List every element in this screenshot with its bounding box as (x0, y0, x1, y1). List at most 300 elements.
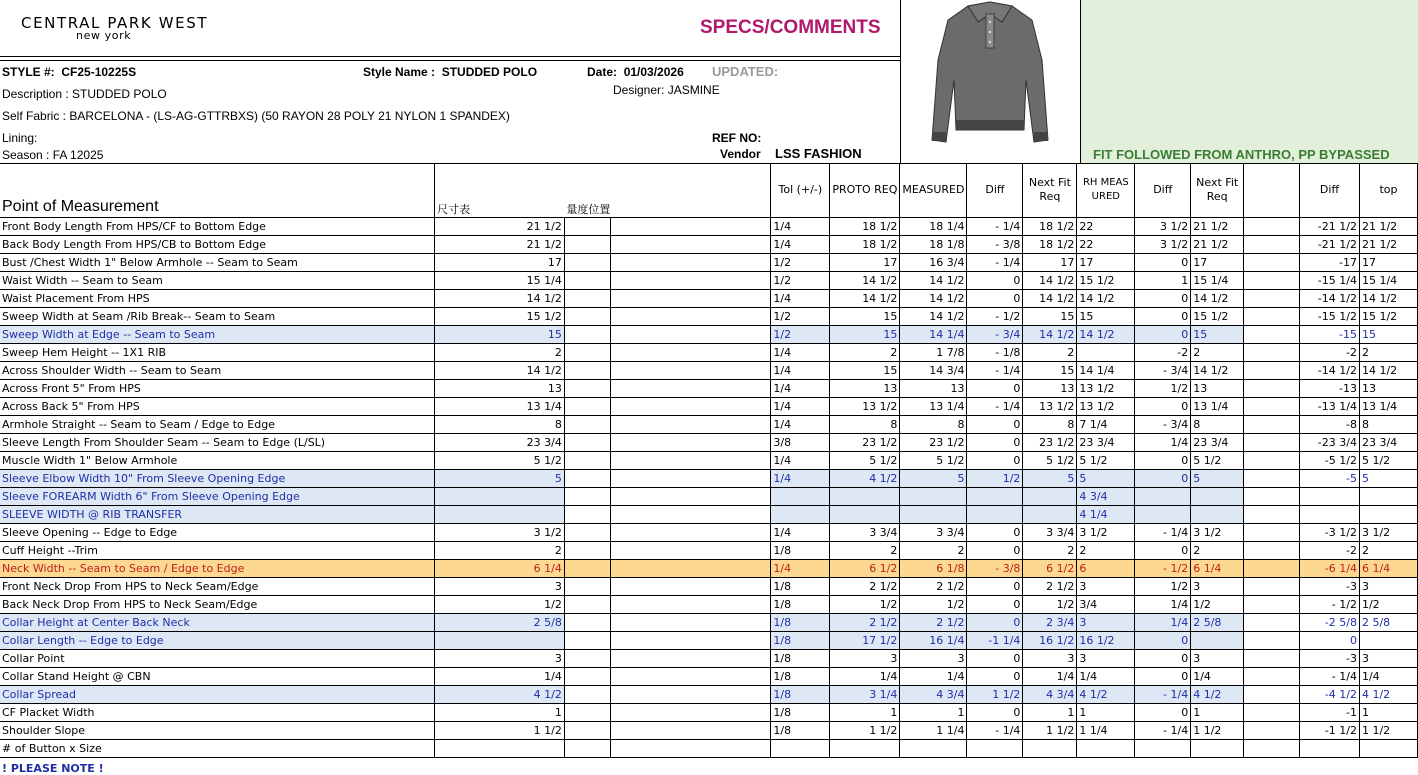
table-cell (564, 398, 610, 416)
table-cell: 1 1/2 (967, 686, 1023, 704)
table-cell: 1/2 (967, 470, 1023, 488)
designer: Designer: JASMINE (613, 83, 720, 97)
table-cell (1244, 632, 1300, 650)
table-cell: 13 1/4 (435, 398, 565, 416)
table-cell: 1/4 (1191, 668, 1244, 686)
pom-label: Across Back 5" From HPS (0, 398, 435, 416)
table-cell (771, 740, 830, 758)
brand-logo: CENTRAL PARK WEST (21, 14, 209, 32)
pom-label: Bust /Chest Width 1" Below Armhole -- Seam to Seam (0, 254, 435, 272)
table-cell: 15 (435, 326, 565, 344)
table-cell (1244, 596, 1300, 614)
style-label: STYLE #: CF25-10225S (2, 65, 137, 79)
table-cell: 1/4 (771, 344, 830, 362)
table-cell: 2 1/2 (1023, 578, 1077, 596)
table-cell: 1/4 (1077, 668, 1135, 686)
table-cell: 2 (1077, 542, 1135, 560)
table-cell: 17 (1359, 254, 1417, 272)
table-cell: 6 1/2 (830, 560, 900, 578)
table-cell: 13 (435, 380, 565, 398)
pom-label: Neck Width -- Seam to Seam / Edge to Edge (0, 560, 435, 578)
table-cell: 4 3/4 (900, 686, 967, 704)
table-cell: -2 (1135, 344, 1191, 362)
table-cell (610, 326, 771, 344)
table-cell: 3 (830, 650, 900, 668)
table-cell: -3 (1300, 578, 1360, 596)
table-cell: 3 (1191, 650, 1244, 668)
vendor-label: Vendor (720, 147, 761, 161)
table-cell: 17 (1023, 254, 1077, 272)
lining: Lining: (2, 131, 38, 145)
table-cell: 2 (435, 344, 565, 362)
table-cell: 15 1/2 (1191, 308, 1244, 326)
table-cell: 0 (967, 578, 1023, 596)
table-cell: 1/8 (771, 650, 830, 668)
table-cell: 1/4 (771, 362, 830, 380)
table-cell: 3 (1023, 650, 1077, 668)
table-cell: 14 1/2 (900, 290, 967, 308)
table-cell: 14 1/2 (1359, 362, 1417, 380)
table-cell: 2 5/8 (1359, 614, 1417, 632)
table-cell: 5 (1359, 470, 1417, 488)
table-cell (610, 668, 771, 686)
table-cell: 13 1/4 (1359, 398, 1417, 416)
table-cell: 1/8 (771, 722, 830, 740)
table-cell: 2 3/4 (1023, 614, 1077, 632)
table-cell (1244, 254, 1300, 272)
table-cell (967, 488, 1023, 506)
table-cell: 1/4 (1023, 668, 1077, 686)
table-cell: -14 1/2 (1300, 290, 1360, 308)
table-cell: 1/4 (771, 560, 830, 578)
table-cell: 17 1/2 (830, 632, 900, 650)
table-cell (610, 236, 771, 254)
table-cell: 13 (830, 380, 900, 398)
table-cell: 3 3/4 (900, 524, 967, 542)
table-cell: 6 (1077, 560, 1135, 578)
table-cell (564, 452, 610, 470)
table-cell (610, 290, 771, 308)
table-cell: 1/4 (771, 218, 830, 236)
table-cell: 1/4 (900, 668, 967, 686)
table-cell: 1/4 (771, 290, 830, 308)
table-cell: 1 1/2 (1359, 722, 1417, 740)
table-cell (1300, 488, 1360, 506)
table-cell (564, 308, 610, 326)
pom-label: Sweep Width at Edge -- Seam to Seam (0, 326, 435, 344)
table-row (0, 542, 1418, 560)
table-cell: - 3/4 (967, 326, 1023, 344)
pom-label: Sweep Width at Seam /Rib Break-- Seam to Seam (0, 308, 435, 326)
table-cell: 1/4 (435, 668, 565, 686)
table-cell: -2 (1300, 344, 1360, 362)
table-cell: 2 (830, 542, 900, 560)
next-fit2-header: Next Fit Req (1191, 163, 1244, 218)
table-cell: 2 1/2 (900, 614, 967, 632)
table-cell (610, 506, 771, 524)
table-cell: 22 (1077, 236, 1135, 254)
table-cell: 18 1/2 (1023, 218, 1077, 236)
table-cell: -15 (1300, 326, 1360, 344)
table-cell (1244, 668, 1300, 686)
table-cell: 18 1/2 (830, 218, 900, 236)
table-cell: - 1/8 (967, 344, 1023, 362)
table-cell: 15 1/2 (1359, 308, 1417, 326)
table-cell: 2 (900, 542, 967, 560)
table-cell: 6 1/4 (1191, 560, 1244, 578)
measure-position-header: 量度位置 (564, 163, 771, 218)
table-cell: 14 1/4 (1077, 362, 1135, 380)
table-cell: -15 1/4 (1300, 272, 1360, 290)
table-cell (610, 416, 771, 434)
table-cell: 1 1/2 (435, 722, 565, 740)
table-cell: 13 1/2 (830, 398, 900, 416)
table-cell: 0 (967, 668, 1023, 686)
table-cell: 8 (1023, 416, 1077, 434)
table-cell: 1/2 (1023, 596, 1077, 614)
table-cell (771, 506, 830, 524)
table-cell: 16 1/4 (900, 632, 967, 650)
table-cell: 3 1/2 (1077, 524, 1135, 542)
table-cell: 0 (967, 524, 1023, 542)
table-cell: -14 1/2 (1300, 362, 1360, 380)
table-cell: 14 1/2 (1077, 290, 1135, 308)
table-cell: 6 1/4 (1359, 560, 1417, 578)
table-cell: 4 1/4 (1077, 506, 1135, 524)
rh-measured-header: RH MEASURED (1077, 163, 1135, 218)
table-cell: 6 1/8 (900, 560, 967, 578)
table-cell (1359, 506, 1417, 524)
table-cell (564, 740, 610, 758)
table-cell (771, 488, 830, 506)
table-cell: - 3/4 (1135, 362, 1191, 380)
table-cell: 3 (1077, 650, 1135, 668)
table-cell (564, 272, 610, 290)
table-row (0, 344, 1418, 362)
table-cell: 21 1/2 (1191, 236, 1244, 254)
garment-sketch (928, 0, 1052, 150)
table-cell: 0 (967, 380, 1023, 398)
table-cell: 15 (1359, 326, 1417, 344)
table-cell: 21 1/2 (1191, 218, 1244, 236)
table-cell (1244, 686, 1300, 704)
table-cell: 6 1/2 (1023, 560, 1077, 578)
table-row (0, 236, 1418, 254)
table-cell (1191, 632, 1244, 650)
table-cell (1244, 650, 1300, 668)
table-cell: 4 1/2 (435, 686, 565, 704)
table-cell: 1/2 (1359, 596, 1417, 614)
table-cell: 14 1/2 (1023, 326, 1077, 344)
table-cell: 1/4 (771, 380, 830, 398)
table-cell: 1/4 (771, 398, 830, 416)
table-cell: 0 (1135, 398, 1191, 416)
table-cell: -13 1/4 (1300, 398, 1360, 416)
table-cell: 8 (435, 416, 565, 434)
table-cell (1244, 362, 1300, 380)
table-cell: -3 1/2 (1300, 524, 1360, 542)
pom-label: Sleeve Elbow Width 10" From Sleeve Opening Edge (0, 470, 435, 488)
table-row (0, 380, 1418, 398)
table-cell (1244, 344, 1300, 362)
table-cell (564, 290, 610, 308)
table-cell: 0 (1135, 470, 1191, 488)
pom-label: Collar Stand Height @ CBN (0, 668, 435, 686)
table-cell: 2 5/8 (435, 614, 565, 632)
table-cell: 4 1/2 (830, 470, 900, 488)
table-cell: -1 1/2 (1300, 722, 1360, 740)
table-cell: 3 3/4 (1023, 524, 1077, 542)
table-row (0, 218, 1418, 236)
table-cell: - 1/2 (1300, 596, 1360, 614)
table-cell (564, 632, 610, 650)
table-cell: 15 1/4 (435, 272, 565, 290)
pom-label: Collar Spread (0, 686, 435, 704)
table-cell: 1/4 (771, 416, 830, 434)
table-cell (1023, 506, 1077, 524)
description: Description : STUDDED POLO (2, 87, 167, 101)
table-cell (900, 488, 967, 506)
table-cell: -8 (1300, 416, 1360, 434)
table-row (0, 650, 1418, 668)
table-cell (435, 632, 565, 650)
table-cell (1244, 290, 1300, 308)
table-cell: 14 1/2 (830, 272, 900, 290)
table-cell: 17 (830, 254, 900, 272)
table-cell: 1/8 (771, 614, 830, 632)
table-cell: 23 1/2 (900, 434, 967, 452)
table-cell: 1 (435, 704, 565, 722)
table-cell: 0 (967, 650, 1023, 668)
table-cell: 3 1/2 (435, 524, 565, 542)
table-cell: 15 1/2 (1077, 272, 1135, 290)
pom-label: Collar Height at Center Back Neck (0, 614, 435, 632)
table-cell: 23 1/2 (1023, 434, 1077, 452)
table-cell: 5 1/2 (1023, 452, 1077, 470)
table-cell (1359, 488, 1417, 506)
table-cell (610, 488, 771, 506)
table-cell (610, 686, 771, 704)
table-cell: 2 1/2 (900, 578, 967, 596)
pom-label: Sleeve Opening -- Edge to Edge (0, 524, 435, 542)
table-cell (564, 650, 610, 668)
table-cell: 14 1/2 (1023, 272, 1077, 290)
table-cell: 15 (830, 326, 900, 344)
table-cell: 13 1/2 (1023, 398, 1077, 416)
table-cell (610, 650, 771, 668)
table-cell: 3 (1359, 650, 1417, 668)
table-row (0, 488, 1418, 506)
table-cell (564, 524, 610, 542)
table-cell (564, 668, 610, 686)
table-cell: 1/8 (771, 704, 830, 722)
table-cell: 1 (1191, 704, 1244, 722)
pom-label: Cuff Height --Trim (0, 542, 435, 560)
table-cell: 8 (1359, 416, 1417, 434)
table-cell: 3 (435, 578, 565, 596)
table-cell (564, 596, 610, 614)
table-cell (610, 254, 771, 272)
table-cell (1023, 740, 1077, 758)
table-cell (564, 578, 610, 596)
table-cell (564, 686, 610, 704)
table-cell: 0 (967, 434, 1023, 452)
size-chart-header: 尺寸表 (435, 163, 565, 218)
pom-label: Waist Placement From HPS (0, 290, 435, 308)
table-cell (564, 434, 610, 452)
table-cell (1244, 308, 1300, 326)
table-cell: 0 (967, 290, 1023, 308)
table-cell: 3/8 (771, 434, 830, 452)
table-cell: 8 (830, 416, 900, 434)
table-cell: 15 (1077, 308, 1135, 326)
table-cell (1359, 740, 1417, 758)
table-cell: 0 (967, 452, 1023, 470)
diff3-header: Diff (1300, 163, 1360, 218)
table-cell: 1/8 (771, 596, 830, 614)
vendor-value: LSS FASHION (775, 146, 862, 161)
table-cell (900, 740, 967, 758)
table-cell: -5 1/2 (1300, 452, 1360, 470)
table-cell: 0 (1135, 290, 1191, 308)
table-cell (1191, 506, 1244, 524)
table-cell (1244, 398, 1300, 416)
updated-label: UPDATED: (712, 64, 779, 79)
table-cell: 5 1/2 (1191, 452, 1244, 470)
table-cell (610, 398, 771, 416)
table-cell: -13 (1300, 380, 1360, 398)
table-cell: 1/8 (771, 686, 830, 704)
table-cell: 13 (1359, 380, 1417, 398)
table-cell: 1/2 (1191, 596, 1244, 614)
table-cell: 2 5/8 (1191, 614, 1244, 632)
table-cell: -23 3/4 (1300, 434, 1360, 452)
table-cell: 18 1/2 (830, 236, 900, 254)
please-note: ! PLEASE NOTE ! (2, 762, 104, 775)
table-row (0, 434, 1418, 452)
table-cell: 1/4 (830, 668, 900, 686)
table-row (0, 452, 1418, 470)
table-cell: 2 (1359, 542, 1417, 560)
pom-label: Collar Point (0, 650, 435, 668)
table-cell: 1/4 (771, 236, 830, 254)
next-fit-header: Next Fit Req (1023, 163, 1077, 218)
season: Season : FA 12025 (2, 148, 104, 162)
table-cell: 3 1/2 (1135, 236, 1191, 254)
table-cell: 0 (1300, 632, 1360, 650)
table-row (0, 596, 1418, 614)
table-cell: - 1/4 (967, 362, 1023, 380)
table-cell: -21 1/2 (1300, 236, 1360, 254)
table-cell: 1 (1359, 704, 1417, 722)
table-cell: 23 1/2 (830, 434, 900, 452)
table-cell (1077, 344, 1135, 362)
table-cell (1244, 740, 1300, 758)
table-cell (564, 506, 610, 524)
table-cell: -1 (1300, 704, 1360, 722)
table-cell: -2 (1300, 542, 1360, 560)
table-cell (610, 272, 771, 290)
table-cell: 13 1/4 (1191, 398, 1244, 416)
table-cell: - 1/4 (1300, 668, 1360, 686)
table-cell (610, 722, 771, 740)
table-cell: 1/2 (771, 272, 830, 290)
table-cell (610, 542, 771, 560)
table-cell: 3 (1359, 578, 1417, 596)
table-row (0, 740, 1418, 758)
table-row (0, 398, 1418, 416)
table-cell: 2 (1359, 344, 1417, 362)
table-cell: 5 1/2 (900, 452, 967, 470)
table-cell: - 3/8 (967, 560, 1023, 578)
table-cell: 3 1/2 (1135, 218, 1191, 236)
table-cell (1244, 578, 1300, 596)
table-cell (1023, 488, 1077, 506)
table-row (0, 506, 1418, 524)
table-row (0, 578, 1418, 596)
table-cell: 5 1/2 (1077, 452, 1135, 470)
table-cell: 1/8 (771, 578, 830, 596)
table-cell: 16 3/4 (900, 254, 967, 272)
table-cell: 0 (967, 416, 1023, 434)
table-cell: 14 1/2 (435, 290, 565, 308)
pom-label: Collar Length -- Edge to Edge (0, 632, 435, 650)
table-cell: 0 (967, 596, 1023, 614)
table-row (0, 524, 1418, 542)
table-cell: 1/2 (900, 596, 967, 614)
table-cell (1244, 506, 1300, 524)
table-row (0, 254, 1418, 272)
table-cell: 0 (1135, 254, 1191, 272)
table-cell: 0 (967, 704, 1023, 722)
table-cell (1135, 488, 1191, 506)
table-cell: 17 (1077, 254, 1135, 272)
table-cell: 15 (1023, 362, 1077, 380)
table-cell: - 1/4 (1135, 686, 1191, 704)
table-cell: 6 1/4 (435, 560, 565, 578)
brand-subtitle: new york (76, 29, 132, 42)
table-cell: 3 1/2 (1191, 524, 1244, 542)
date: Date: 01/03/2026 (587, 65, 684, 79)
table-cell: 17 (1191, 254, 1244, 272)
blank-header (1244, 163, 1300, 218)
table-cell: 13 1/2 (1077, 380, 1135, 398)
pom-label: # of Button x Size (0, 740, 435, 758)
table-cell (610, 740, 771, 758)
table-cell (830, 488, 900, 506)
table-cell: 1 1/2 (1191, 722, 1244, 740)
table-cell: 14 1/2 (1023, 290, 1077, 308)
table-cell (564, 488, 610, 506)
fit-note: FIT FOLLOWED FROM ANTHRO, PP BYPASSED (1093, 147, 1390, 162)
table-cell: 21 1/2 (435, 218, 565, 236)
self-fabric: Self Fabric : BARCELONA - (LS-AG-GTTRBXS) (50 RAYON 28 POLY 21 NYLON 1 SPANDEX) (2, 109, 510, 123)
table-cell: 5 1/2 (435, 452, 565, 470)
pom-label: SLEEVE WIDTH @ RIB TRANSFER (0, 506, 435, 524)
table-cell (564, 254, 610, 272)
table-cell: 14 1/2 (1191, 362, 1244, 380)
table-cell: 2 (830, 344, 900, 362)
table-cell: 8 (900, 416, 967, 434)
table-cell (1244, 704, 1300, 722)
table-cell: 13 (1023, 380, 1077, 398)
table-cell: 1/2 (771, 308, 830, 326)
table-cell: 1 (1077, 704, 1135, 722)
table-cell: 23 3/4 (1359, 434, 1417, 452)
table-cell (610, 524, 771, 542)
table-cell: 8 (1191, 416, 1244, 434)
table-cell: -2 5/8 (1300, 614, 1360, 632)
